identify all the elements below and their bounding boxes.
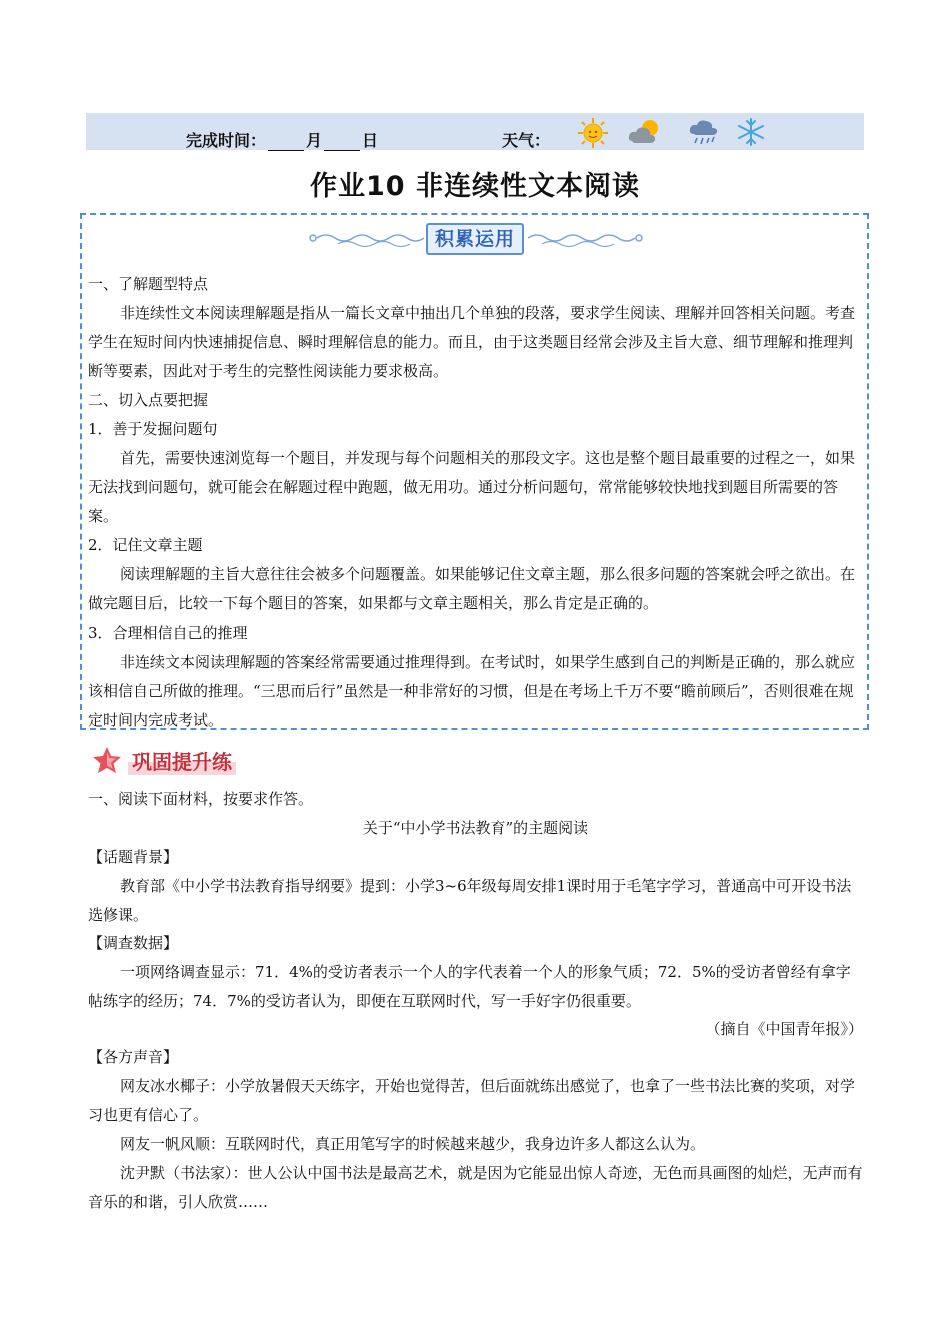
sun-icon (576, 117, 610, 149)
voice-1: 网友冰水椰子：小学放暑假天天练字，开始也觉得苦，但后面就练出感觉了，也拿了一些书法比赛的奖项，对学习也更有信心了。 (88, 1077, 856, 1124)
header-bar (86, 113, 864, 150)
background-heading: 【话题背景】 (88, 848, 179, 866)
completion-time (186, 128, 378, 151)
rain-cloud-icon (688, 117, 720, 147)
heading-1: 一、了解题型特点 (88, 275, 209, 293)
practice-label: 巩固提升练 (128, 746, 236, 775)
subheading-3: 3．合理相信自己的推理 (88, 624, 248, 642)
page-title: 作业10 非连续性文本阅读 (310, 171, 640, 202)
star-icon (92, 746, 122, 774)
reading-subtitle: 关于“中小学书法教育”的主题阅读 (362, 819, 589, 837)
voice-2: 网友一帆风顺：互联网时代，真正用笔写字的时候越来越少，我身边许多人都这么认为。 (120, 1135, 706, 1153)
paragraph-4: 非连续文本阅读理解题的答案经常需要通过推理得到。在考试时，如果学生感到自己的判断是正确的，那么就应该相信自己所做的推理。“三思而后行”虽然是一种非常好的习惯，但是在考场上千万不要“瞻前顾后”，否则很难在规定时间内完成考试。 (88, 653, 856, 729)
paragraph-2: 首先，需要快速浏览每一个题目，并发现与每个问题相关的那段文字。这也是整个题目最重要的过程之一，如果无法找到问题句，就可能会在解题过程中跑题，做无用功。通过分析问题句，常常能够较快地找到题目所需要的答案。 (88, 449, 856, 525)
day-blank (324, 136, 360, 151)
partly-cloudy-icon (626, 117, 664, 147)
instruction: 一、阅读下面材料，按要求作答。 (88, 790, 314, 808)
heading-2: 二、切入点要把握 (88, 391, 209, 409)
survey-heading: 【调查数据】 (88, 934, 179, 952)
month-blank (268, 136, 304, 151)
wave-decoration-right (528, 230, 644, 250)
section-badge-practice (92, 745, 236, 775)
day-label: 日 (362, 131, 379, 150)
month-label: 月 (306, 131, 323, 150)
paragraph-3: 阅读理解题的主旨大意往往会被多个问题覆盖。如果能够记住文章主题，那么很多问题的答案就会呼之欲出。在做完题目后，比较一下每个题目的答案，如果都与文章主题相关，那么肯定是正确的。 (88, 565, 856, 612)
weather-label: 天气： (502, 131, 551, 150)
snowflake-icon (736, 117, 766, 147)
subheading-1: 1．善于发掘问题句 (88, 420, 218, 438)
voice-3: 沈尹默（书法家）：世人公认中国书法是最高艺术，就是因为它能显出惊人奇迹，无色而具画图的灿烂，无声而有音乐的和谐，引人欣赏…… (88, 1164, 863, 1211)
voices-heading: 【各方声音】 (88, 1048, 179, 1066)
subheading-2: 2．记住文章主题 (88, 536, 203, 554)
background-text: 教育部《中小学书法教育指导纲要》提到：小学3~6年级每周安排1课时用于毛笔字学习，普通高中可开设书法选修课。 (88, 877, 852, 924)
survey-text: 一项网络调查显示：71．4%的受访者表示一个人的字代表着一个人的形象气质；72．5%的受访者曾经有拿字帖练字的经历；74．7%的受访者认为，即便在互联网时代，写一手好字仍很重要。 (88, 963, 851, 1010)
section-badge-accumulate: 积累运用 (426, 223, 524, 255)
date-label: 完成时间： (186, 131, 267, 150)
wave-decoration-left (308, 230, 424, 250)
source-note: （摘自《中国青年报》） (705, 1020, 863, 1038)
paragraph-1: 非连续性文本阅读理解题是指从一篇长文章中抽出几个单独的段落，要求学生阅读、理解并回答相关问题。考查学生在短时间内快速捕捉信息、瞬时理解信息的能力。而且，由于这类题目经常会涉及主旨大意、细节理解和推理判断等要素，因此对于考生的完整性阅读能力要求极高。 (88, 304, 856, 380)
